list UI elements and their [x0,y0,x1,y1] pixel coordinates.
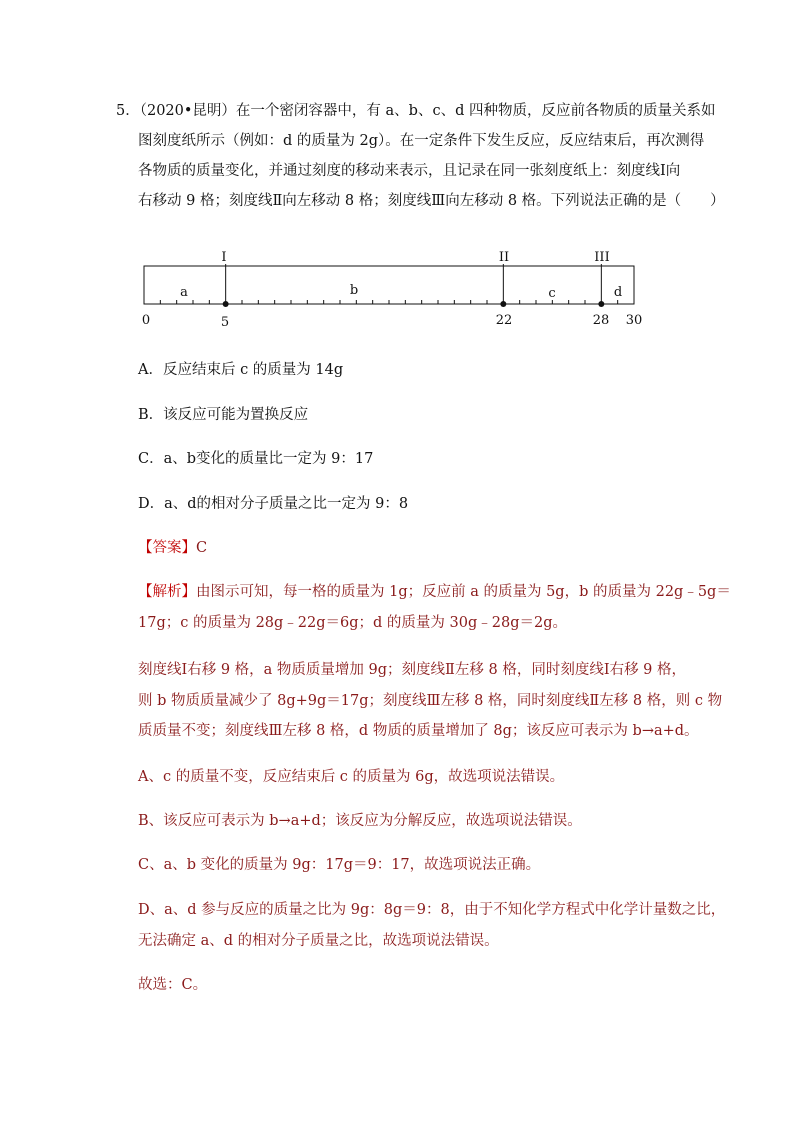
segment-label-b: b [349,283,359,298]
tick-label-5: 5 [220,315,230,330]
roman-label-1: I [221,250,227,265]
explanation-final: 故选：C。 [138,977,208,993]
explanation-line-5: 质质量不变；刻度线Ⅲ左移 8 格，d 物质的质量增加了 8g；该反应可表示为 b→a+d。 [138,723,699,739]
segment-label-a: a [180,285,188,300]
marker-dot-1 [223,301,229,307]
explanation-line-2: 17g；c 的质量为 28g﹣22g＝6g；d 的质量为 30g﹣28g＝2g。 [138,615,568,631]
question-line-2: 图刻度纸所示（例如：d 的质量为 2g）。在一定条件下发生反应，反应结束后，再次测得 [138,133,705,149]
explanation-option-b: B、该反应可表示为 b→a+d；该反应为分解反应，故选项说法错误。 [138,813,582,829]
explanation-line-3: 刻度线Ⅰ右移 9 格，a 物质质量增加 9g；刻度线Ⅱ左移 8 格，同时刻度线Ⅰ右移 9 格， [138,662,687,678]
tick-label-0: 0 [141,313,151,328]
marker-dot-2 [500,301,506,307]
answer-line [138,536,207,557]
explanation-text-1: 由图示可知，每一格的质量为 1g；反应前 a 的质量为 5g，b 的质量为 22g﹣5g＝ [196,584,731,600]
roman-label-2: II [498,250,510,265]
marker-dot-3 [598,301,604,307]
option-c: C．a、b变化的质量比一定为 9：17 [138,451,374,467]
option-a: A．反应结束后 c 的质量为 14g [138,362,344,378]
answer-tag: 【答案】 [138,540,196,556]
tick-label-28: 28 [592,313,610,328]
explanation-option-c: C、a、b 变化的质量为 9g：17g＝9：17，故选项说法正确。 [138,857,541,873]
roman-label-3: III [594,250,610,265]
segment-label-c: c [548,286,556,301]
tick-label-30: 30 [625,313,643,328]
explanation-line-4: 则 b 物质质量减少了 8g+9g＝17g；刻度线Ⅲ左移 8 格，同时刻度线Ⅱ左移 8 格，则 c 物 [138,693,723,709]
tick-label-22: 22 [495,313,513,328]
question-line-3: 各物质的质量变化，并通过刻度的移动来表示，且记录在同一张刻度纸上：刻度线Ⅰ向 [138,163,681,179]
scale-diagram [136,240,656,340]
marker-lines [223,264,605,307]
explanation-tag: 【解析】 [138,584,196,600]
question-line-1: 5．（2020•昆明）在一个密闭容器中，有 a、b、c、d 四种物质，反应前各物质的质量关系如 [116,103,716,119]
option-d: D．a、d的相对分子质量之比一定为 9：8 [138,496,409,512]
question-line-4: 右移动 9 格；刻度线Ⅱ向左移动 8 格；刻度线Ⅲ向左移动 8 格。下列说法正确的是（ ） [138,193,725,209]
option-b: B．该反应可能为置换反应 [138,407,309,423]
answer-value: C [196,540,208,556]
explanation-option-d-1: D、a、d 参与反应的质量之比为 9g：8g＝9：8，由于不知化学方程式中化学计量数之比， [138,902,726,918]
explanation-line-1 [138,580,731,601]
scale-box [144,266,634,304]
segment-label-d: d [613,285,623,300]
explanation-option-d-2: 无法确定 a、d 的相对分子质量之比，故选项说法错误。 [138,933,499,949]
explanation-option-a: A、c 的质量不变，反应结束后 c 的质量为 6g，故选项说法错误。 [138,769,565,785]
